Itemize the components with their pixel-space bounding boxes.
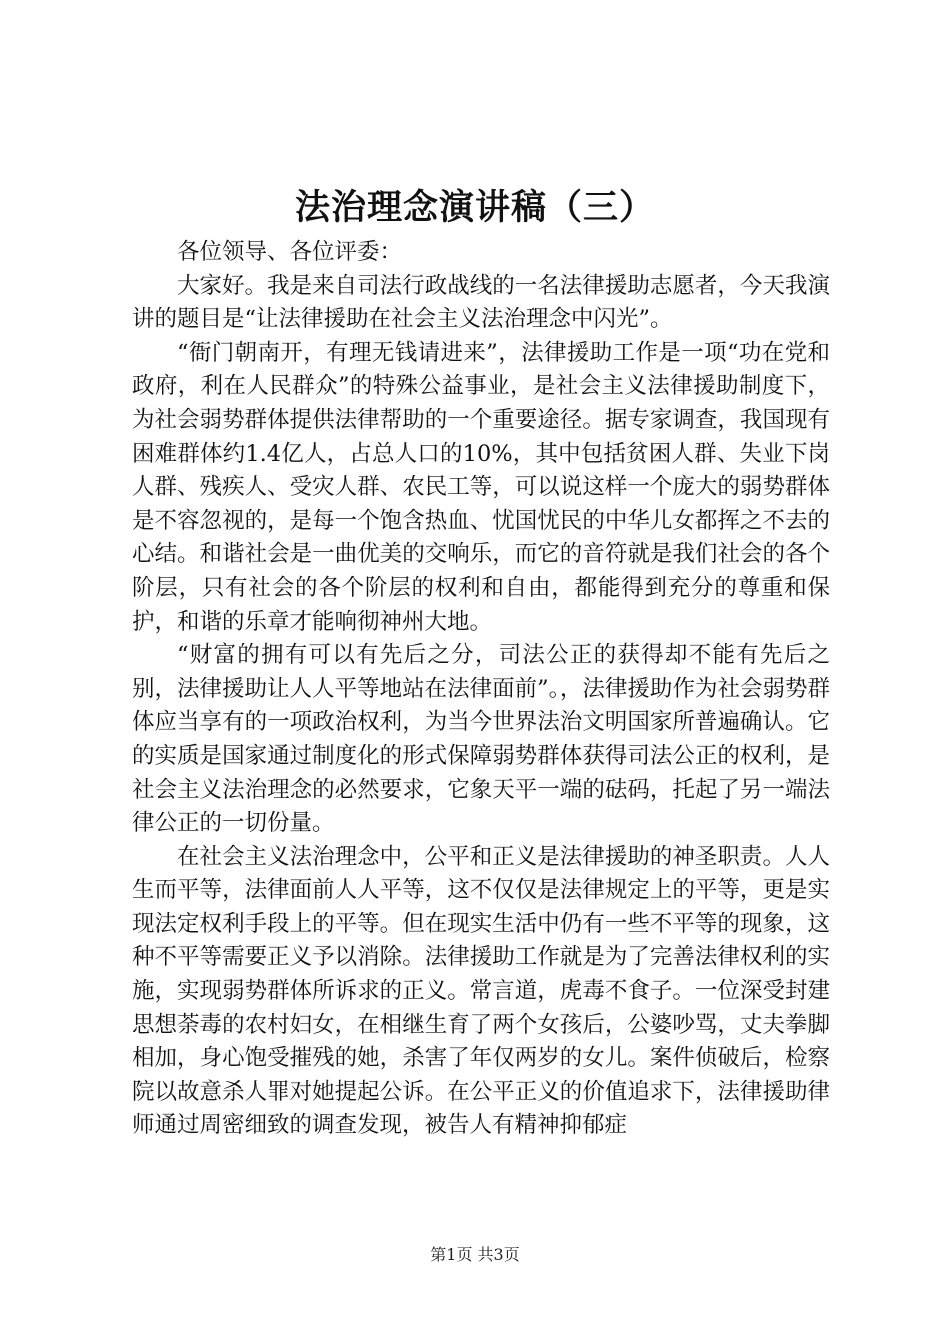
paragraph: “财富的拥有可以有先后之分，司法公正的获得却不能有先后之别，法律援助让人人平等地站在法律面前”。，法律援助作为社会弱势群体应当享有的一项政治权利，为当今世界法治文明国家所普遍确认。它的实质是国家通过制度化的形式保障弱势群体获得司法公正的权利，是社会主义法治理念的必然要求，它象天平一端的砝码，托起了另一端法律公正的一切份量。: [132, 642, 830, 837]
paragraph: 在社会主义法治理念中，公平和正义是法律援助的神圣职责。人人生而平等，法律面前人人平等，这不仅仅是法律规定上的平等，更是实现法定权利手段上的平等。但在现实生活中仍有一些不平等的现象，这种不平等需要正义予以消除。法律援助工作就是为了完善法律权利的实施，实现弱势群体所诉求的正义。常言道，虎毒不食子。一位深受封建思想荼毒的农村妇女，在相继生育了两个女孩后，公婆吵骂，丈夫拳脚相加，身心饱受摧残的她，杀害了年仅两岁的女儿。案件侦破后，检察院以故意杀人罪对她提起公诉。在公平正义的价值追求下，法律援助律师通过周密细致的调查发现，被告人有精神抑郁症: [132, 843, 830, 1139]
document-title: 法治理念演讲稿（三）: [294, 187, 655, 228]
paragraph-intro: 大家好。我是来自司法行政战线的一名法律援助志愿者，今天我演讲的题目是“让法律援助在社会主义法治理念中闪光”。: [132, 272, 830, 333]
document-body: [132, 236, 830, 1143]
page-number-footer: 第1页 共3页: [430, 1245, 520, 1264]
paragraph: “衙门朝南开，有理无钱请进来”，法律援助工作是一项“功在党和政府，利在人民群众”的特殊公益事业，是社会主义法律援助制度下，为社会弱势群体提供法律帮助的一个重要途径。据专家调查，我国现有困难群体约1.4亿人，占总人口的10%，其中包括贫困人群、失业下岗人群、残疾人、受灾人群、农民工等，可以说这样一个庞大的弱势群体是不容忽视的，是每一个饱含热血、忧国忧民的中华儿女都挥之不去的心结。和谐社会是一曲优美的交响乐，而它的音符就是我们社会的各个阶层，只有社会的各个阶层的权利和自由，都能得到充分的尊重和保护，和谐的乐章才能响彻神州大地。: [132, 339, 830, 635]
paragraph-salutation: 各位领导、各位评委：: [177, 239, 403, 265]
